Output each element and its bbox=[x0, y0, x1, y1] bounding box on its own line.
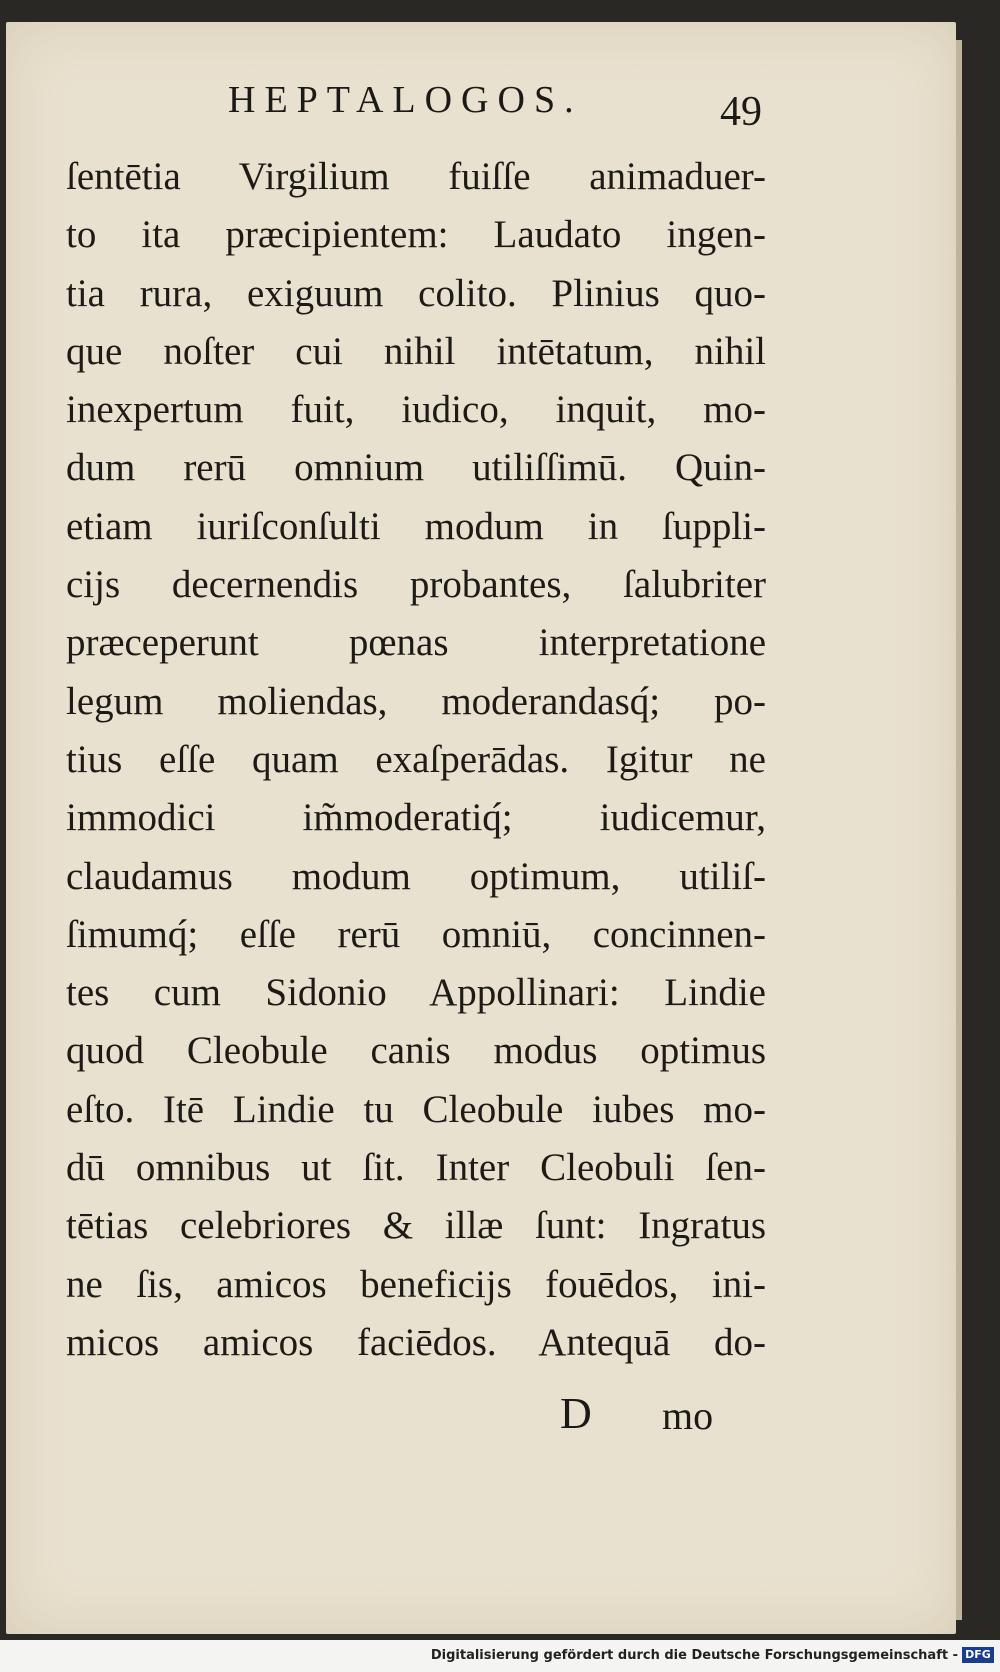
text-line: tia rura, exiguum colito. Plinius quo- bbox=[66, 271, 766, 315]
catchword: mo bbox=[662, 1393, 714, 1438]
text-line: claudamus modum optimum, utiliſ- bbox=[66, 854, 766, 898]
text-line: etiam iuriſconſulti modum in ſuppli- bbox=[66, 504, 766, 548]
signature-mark: D bbox=[560, 1389, 592, 1438]
text-line: ſimumq́; eſſe rerū omniū, concinnen- bbox=[66, 912, 766, 956]
running-head: HEPTALOGOS. bbox=[228, 79, 583, 121]
text-line: ne ſis, amicos beneficijs fouēdos, ini- bbox=[66, 1262, 766, 1306]
text-line: ſentētia Virgilium fuiſſe animaduer- bbox=[66, 155, 766, 198]
page-edge bbox=[956, 40, 962, 1620]
text-line: cijs decernendis probantes, ſalubriter bbox=[66, 563, 766, 607]
text-line: tius eſſe quam exaſperādas. Igitur ne bbox=[66, 737, 766, 781]
text-line: dū omnibus ut ſit. Inter Cleobuli ſen- bbox=[66, 1146, 766, 1190]
digitization-credit: Digitalisierung gefördert durch die Deutsche Forschungsgemeinschaft - bbox=[430, 1648, 958, 1663]
text-line: tes cum Sidonio Appollinari: Lindie bbox=[66, 971, 766, 1015]
text-line: que noſter cui nihil intētatum, nihil bbox=[66, 329, 766, 373]
text-line: quod Cleobule canis modus optimus bbox=[66, 1029, 766, 1073]
body-text bbox=[66, 148, 766, 1372]
text-line: eſto. Itē Lindie tu Cleobule iubes mo- bbox=[66, 1087, 766, 1131]
text-line: dum rerū omnium utiliſſimū. Quin- bbox=[66, 446, 766, 490]
dfg-logo-icon: DFG bbox=[962, 1647, 994, 1663]
text-line: to ita præcipientem: Laudato ingen- bbox=[66, 213, 766, 257]
text-line: micos amicos faciēdos. Antequā do- bbox=[66, 1320, 766, 1364]
text-line: præceperunt pœnas interpretatione bbox=[66, 621, 766, 665]
text-line: legum moliendas, moderandasq́; po- bbox=[66, 679, 766, 723]
page-number: 49 bbox=[720, 89, 762, 135]
text-line: inexpertum fuit, iudico, inquit, mo- bbox=[66, 388, 766, 432]
text-line: immodici im̃moderatiq́; iudicemur, bbox=[66, 796, 766, 840]
text-line: tētias celebriores & illæ ſunt: Ingratus bbox=[66, 1204, 766, 1248]
